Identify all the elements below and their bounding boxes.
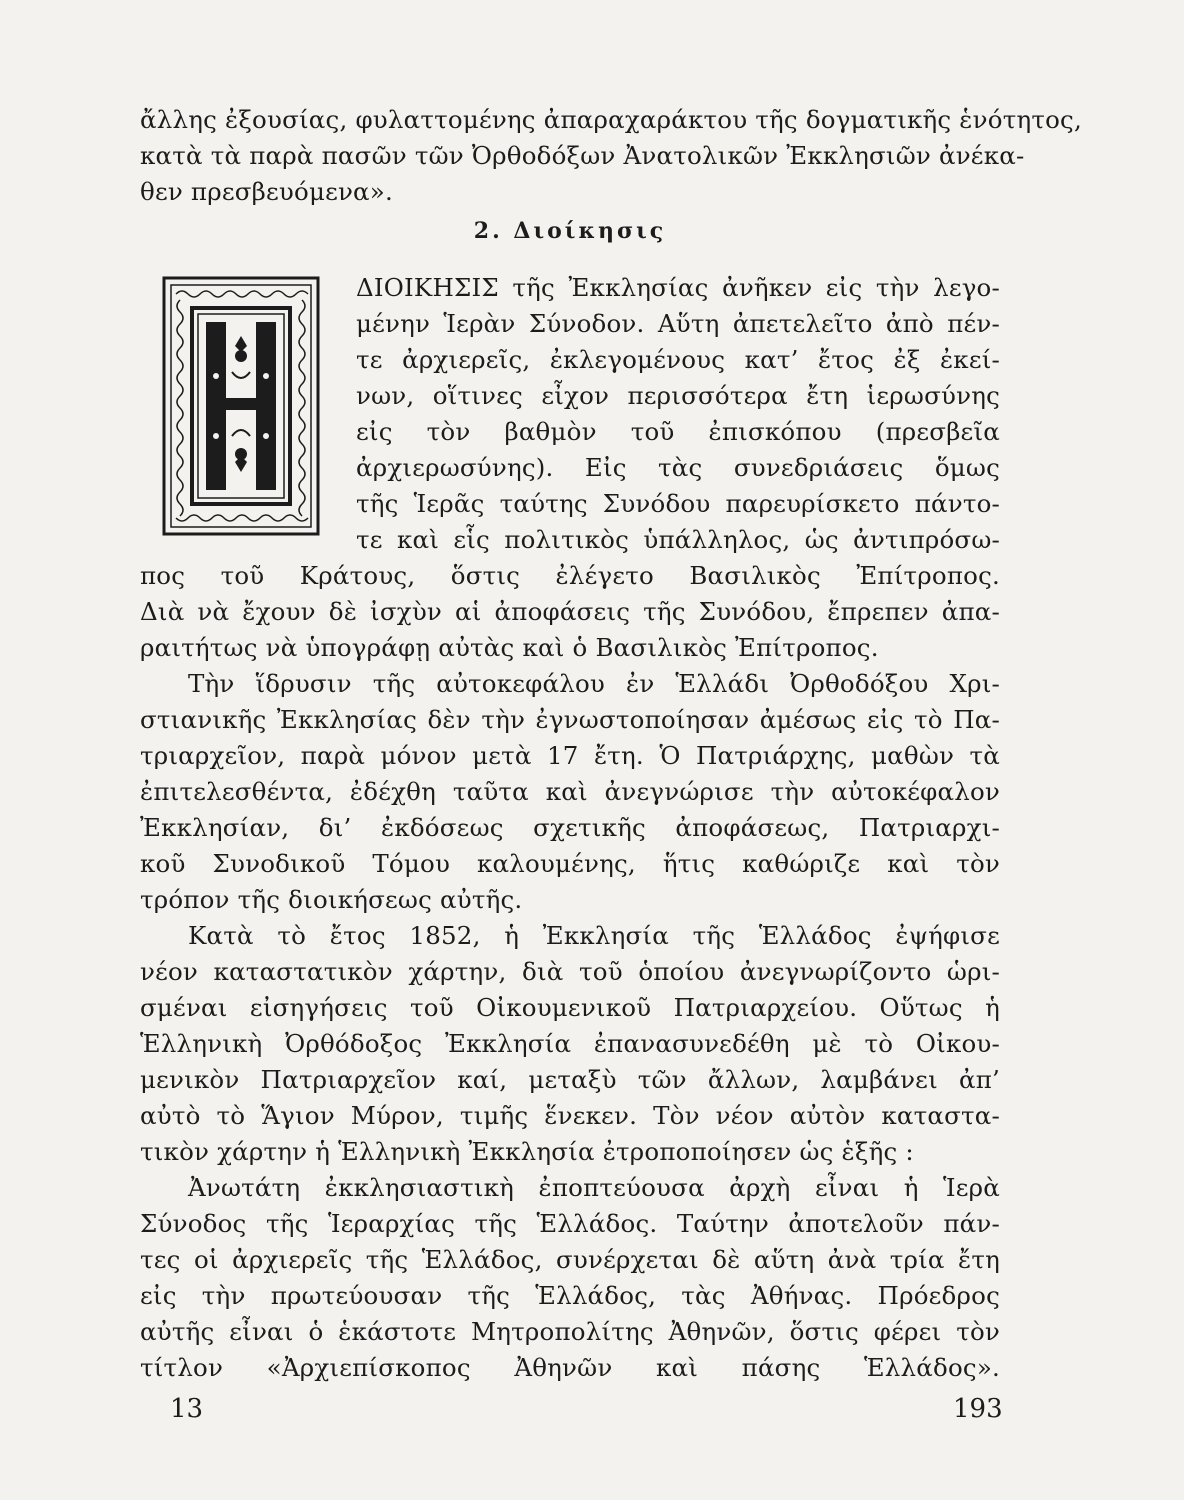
- text-line: Κατὰ τὸ ἔτος 1852, ἡ Ἐκκλησία τῆς Ἑλλάδος ἐψήφισε: [188, 921, 1000, 950]
- text-line: στιανικῆς Ἐκκλησίας δὲν τὴν ἐγνωστοποίησαν ἀμέσως εἰς τὸ Πα-: [140, 705, 1000, 734]
- text-line: Τὴν ἵδρυσιν τῆς αὐτοκεφάλου ἐν Ἑλλάδι Ὀρθοδόξου Χρι-: [188, 669, 1000, 698]
- ornamental-initial: [162, 276, 320, 536]
- text-line: ἄλλης ἐξουσίας, φυλαττομένης ἀπαραχαράκτου τῆς δογματικῆς ἑνότητος,: [140, 105, 1082, 134]
- text-line: σμέναι εἰσηγήσεις τοῦ Οἰκουμενικοῦ Πατριαρχείου. Οὕτως ἡ: [140, 993, 1000, 1022]
- text-line: μενικὸν Πατριαρχεῖον καί, μεταξὺ τῶν ἄλλων, λαμβάνει ἀπ’: [140, 1065, 1000, 1094]
- text-line: ἀρχιερωσύνης). Εἰς τὰς συνεδριάσεις ὅμως: [356, 453, 1000, 482]
- text-line: Σύνοδος τῆς Ἱεραρχίας τῆς Ἑλλάδος. Ταύτην ἀποτελοῦν πάν-: [140, 1209, 1000, 1238]
- text-line: τες οἱ ἀρχιερεῖς τῆς Ἑλλάδος, συνέρχεται δὲ αὕτη ἀνὰ τρία ἔτη: [140, 1245, 1000, 1274]
- text-line: εἰς τὴν πρωτεύουσαν τῆς Ἑλλάδος, τὰς Ἀθήνας. Πρόεδρος: [140, 1281, 1000, 1310]
- text-line: Ἀνωτάτη ἐκκλησιαστικὴ ἐποπτεύουσα ἀρχὴ εἶναι ἡ Ἱερὰ: [188, 1173, 1000, 1202]
- text-line: Διὰ νὰ ἔχουν δὲ ἰσχὺν αἱ ἀποφάσεις τῆς Συνόδου, ἔπρεπεν ἀπα-: [140, 597, 1000, 626]
- text-line: Ἑλληνικὴ Ὀρθόδοξος Ἐκκλησία ἐπανασυνεδέθη μὲ τὸ Οἰκου-: [140, 1029, 1000, 1058]
- text-line: αὐτὸ τὸ Ἅγιον Μύρον, τιμῆς ἕνεκεν. Τὸν νέον αὐτὸν καταστα-: [140, 1101, 1000, 1130]
- text-line: Ἐκκλησίαν, δι’ ἐκδόσεως σχετικῆς ἀποφάσεως, Πατριαρχι-: [140, 813, 1000, 842]
- text-line: κατὰ τὰ παρὰ πασῶν τῶν Ὀρθοδόξων Ἀνατολικῶν Ἐκκλησιῶν ἀνέκα-: [140, 141, 1025, 170]
- text-line: νων, οἵτινες εἶχον περισσότερα ἔτη ἱερωσύνης: [356, 381, 1000, 410]
- text-line: εἰς τὸν βαθμὸν τοῦ ἐπισκόπου (πρεσβεῖα: [356, 417, 1000, 446]
- section-heading: 2. Διοίκησις: [473, 218, 667, 244]
- text-line: ΔΙΟΙΚΗΣΙΣ τῆς Ἐκκλησίας ἀνῆκεν εἰς τὴν λεγο-: [356, 273, 1000, 302]
- text-line: τῆς Ἱερᾶς ταύτης Συνόδου παρευρίσκετο πάντο-: [356, 489, 1000, 518]
- text-line: τε καὶ εἷς πολιτικὸς ὑπάλληλος, ὡς ἀντιπρόσω-: [356, 525, 1000, 554]
- text-line: τριαρχεῖον, παρὰ μόνον μετὰ 17 ἔτη. Ὁ Πατριάρχης, μαθὼν τὰ: [140, 741, 1000, 770]
- ornamental-initial-frame-icon: [162, 276, 320, 536]
- text-line: ἐπιτελεσθέντα, ἐδέχθη ταῦτα καὶ ἀνεγνώρισε τὴν αὐτοκέφαλον: [140, 777, 1000, 806]
- text-line: θεν πρεσβευόμενα».: [140, 177, 393, 206]
- text-line: τίτλον «Ἀρχιεπίσκοπος Ἀθηνῶν καὶ πάσης Ἑλλάδος».: [140, 1353, 1000, 1382]
- text-line: ραιτήτως νὰ ὑπογράφῃ αὐτὰς καὶ ὁ Βασιλικὸς Ἐπίτροπος.: [140, 633, 879, 662]
- signature-mark: 13: [170, 1394, 204, 1424]
- text-line: τρόπον τῆς διοικήσεως αὐτῆς.: [140, 885, 523, 914]
- text-line: τε ἀρχιερεῖς, ἐκλεγομένους κατ’ ἔτος ἐξ ἐκεί-: [356, 345, 1000, 374]
- page-number: 193: [953, 1394, 1003, 1424]
- text-line: πος τοῦ Κράτους, ὅστις ἐλέγετο Βασιλικὸς Ἐπίτροπος.: [140, 561, 1000, 590]
- text-line: μένην Ἱερὰν Σύνοδον. Αὕτη ἀπετελεῖτο ἀπὸ πέν-: [356, 309, 1000, 338]
- text-line: κοῦ Συνοδικοῦ Τόμου καλουμένης, ἥτις καθώριζε καὶ τὸν: [140, 849, 1000, 878]
- text-line: νέον καταστατικὸν χάρτην, διὰ τοῦ ὁποίου ἀνεγνωρίζοντο ὡρι-: [140, 957, 1000, 986]
- text-line: αὐτῆς εἶναι ὁ ἑκάστοτε Μητροπολίτης Ἀθηνῶν, ὅστις φέρει τὸν: [140, 1317, 1000, 1346]
- text-line: τικὸν χάρτην ἡ Ἑλληνικὴ Ἐκκλησία ἐτροποποίησεν ὡς ἑξῆς :: [140, 1137, 914, 1166]
